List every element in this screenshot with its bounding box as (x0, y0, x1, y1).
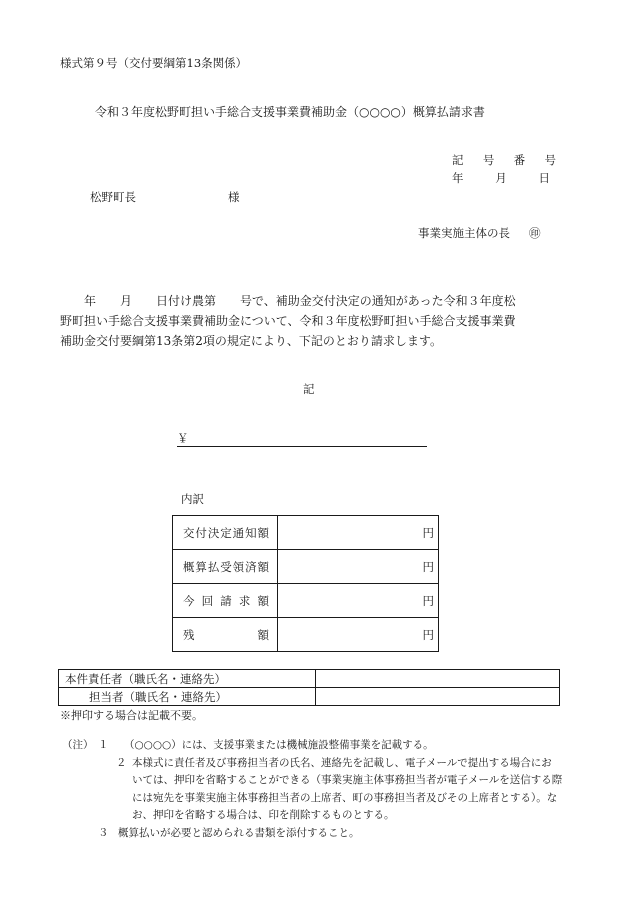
note-text: いては、押印を省略することができる（事業実施主体事務担当者が電子メールを送信する際 (132, 774, 563, 786)
table-row (173, 618, 439, 652)
yen-unit: 円 (422, 593, 434, 608)
breakdown-label: 交付決定通知額 (183, 525, 269, 540)
staff-person-label: 担当者（職氏名・連絡先） (89, 689, 227, 704)
notes-section (0, 737, 630, 842)
record-number-label: 記 号 番 号 (452, 153, 556, 167)
applicant-title: 事業実施主体の長 (418, 226, 510, 240)
table-row (173, 516, 439, 550)
note-text: お、押印を省略する場合は、印を削除するものとする。 (132, 809, 395, 821)
responsible-person-value (316, 670, 560, 688)
date-label: 年 月 日 (452, 171, 550, 185)
note-number: １ (98, 739, 109, 751)
breakdown-label: 残額 (183, 627, 269, 642)
body-line: 年 月 日付け農第 号で、補助金交付決定の通知があった令和３年度松 (60, 294, 516, 308)
breakdown-table (172, 515, 439, 652)
note-text: 概算払いが必要と認められる書類を添付すること。 (118, 826, 360, 839)
table-row (59, 688, 560, 706)
body-line: 補助金交付要綱第13条第2項の規定により、下記のとおり請求します。 (60, 334, 442, 348)
addressee: 松野町長 (90, 190, 136, 204)
staff-person-value (316, 688, 560, 706)
note-text: 本様式に責任者及び事務担当者の氏名、連絡先を記載し、電子メールで提出する場合にお (132, 756, 552, 769)
body-line: 野町担い手総合支援事業費補助金について、令和３年度松野町担い手総合支援事業費 (60, 314, 516, 328)
table-row (173, 550, 439, 584)
note-text: には宛先を事業実施主体事務担当者の上席者、町の事務担当者及びその上席者とする）。な (132, 791, 558, 804)
notes-label: （注） (62, 739, 94, 751)
addressee-honorific: 様 (228, 190, 240, 204)
document-title: 令和３年度松野町担い手総合支援事業費補助金（○○○○）概算払請求書 (95, 105, 485, 119)
amount-line (177, 430, 427, 447)
ki-heading: 記 (303, 382, 315, 396)
table-row (59, 670, 560, 688)
yen-unit: 円 (422, 559, 434, 574)
request-body (60, 291, 566, 351)
note-number: ３ (98, 826, 109, 839)
yen-unit: 円 (422, 627, 434, 642)
responsible-person-label: 本件責任者（職氏名・連絡先） (65, 671, 226, 686)
note-number: ２ (116, 756, 127, 769)
form-number: 様式第９号（交付要綱第13条関係） (60, 56, 248, 70)
breakdown-label: 概算払受領済額 (183, 559, 269, 574)
seal-mark: ㊞ (529, 226, 541, 240)
seal-note: ※押印する場合は記載不要。 (60, 709, 203, 722)
table-row (173, 584, 439, 618)
contact-table (58, 669, 560, 706)
yen-sign: ￥ (177, 431, 189, 445)
note-text: （○○○○）には、支援事業または機械施設整備事業を記載する。 (124, 739, 434, 751)
breakdown-heading: 内訳 (181, 492, 204, 506)
breakdown-label: 今回請求額 (183, 593, 269, 608)
yen-unit: 円 (422, 525, 434, 540)
